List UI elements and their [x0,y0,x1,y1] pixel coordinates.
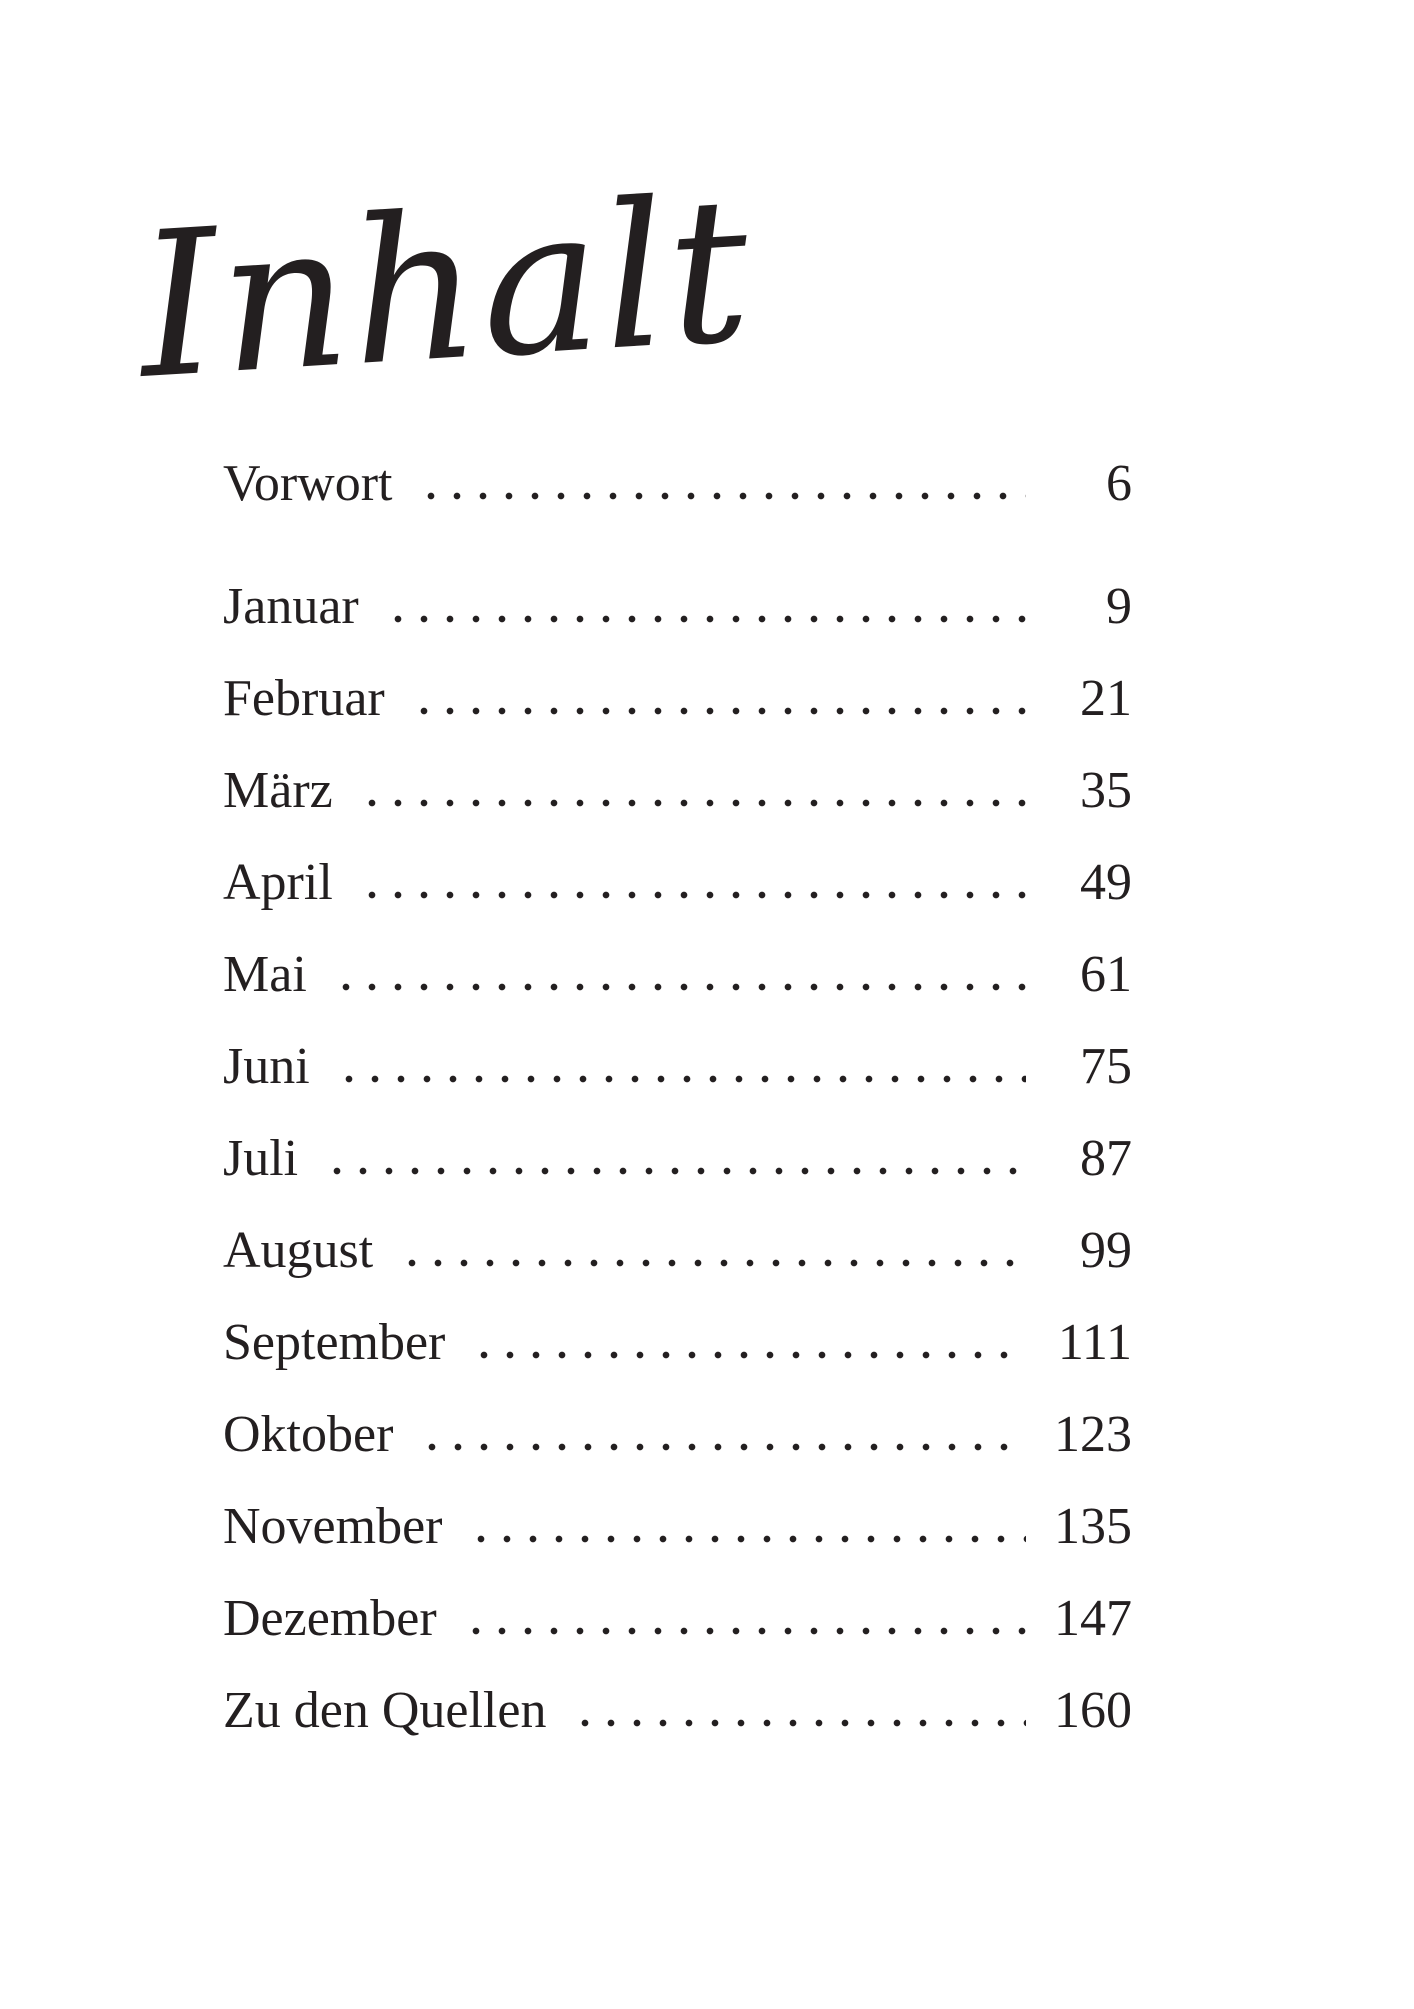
dot-leader [327,983,1026,991]
toc-entry-label: Juli [223,1130,299,1187]
toc-row [223,1219,1132,1283]
toc-entry-label: Vorwort [223,455,393,512]
toc [223,452,1132,1771]
toc-row [223,943,1132,1007]
page-number: 21 [1080,670,1132,727]
dot-leader [465,1351,1026,1359]
page-number: 75 [1080,1038,1132,1095]
page-number: 147 [1054,1590,1132,1647]
dot-leader [566,1719,1026,1727]
toc-entry-label: Zu den Quellen [223,1682,547,1739]
toc-row [223,452,1132,516]
page-number: 49 [1080,854,1132,911]
toc-row [223,1679,1132,1743]
dot-leader [413,1443,1026,1451]
dot-leader [457,1627,1026,1635]
page-number: 87 [1080,1130,1132,1187]
toc-entry-label: September [223,1314,446,1371]
toc-entry-label: Juni [223,1038,310,1095]
toc-row [223,851,1132,915]
dot-leader [318,1167,1026,1175]
toc-row [223,1587,1132,1651]
dot-leader [462,1535,1026,1543]
toc-entry-label: Dezember [223,1590,437,1647]
toc-row [223,1127,1132,1191]
toc-entry-label: Mai [223,946,307,1003]
toc-entry-label: März [223,762,333,819]
dot-leader [330,1075,1026,1083]
page-number: 111 [1057,1314,1132,1371]
dot-leader [353,799,1026,807]
toc-entry-label: November [223,1498,443,1555]
toc-row [223,1495,1132,1559]
page-number: 61 [1080,946,1132,1003]
page-number: 135 [1054,1498,1132,1555]
toc-row [223,1035,1132,1099]
dot-leader [393,1259,1026,1267]
toc-row [223,1403,1132,1467]
page-number: 99 [1080,1222,1132,1279]
page-title: Inhalt [132,153,758,424]
page-number: 6 [1106,455,1132,512]
dot-leader [405,707,1026,715]
page-number: 123 [1054,1406,1132,1463]
toc-row [223,759,1132,823]
dot-leader [412,492,1026,500]
toc-entry-label: Oktober [223,1406,394,1463]
toc-row [223,1311,1132,1375]
toc-row [223,667,1132,731]
page-number: 9 [1106,578,1132,635]
toc-entry-label: August [223,1222,374,1279]
page-number: 35 [1080,762,1132,819]
toc-entry-label: Februar [223,670,385,727]
toc-entry-label: April [223,854,333,911]
toc-entry-label: Januar [223,578,359,635]
dot-leader [379,615,1026,623]
toc-row [223,575,1132,639]
dot-leader [353,891,1026,899]
page-number: 160 [1054,1682,1132,1739]
